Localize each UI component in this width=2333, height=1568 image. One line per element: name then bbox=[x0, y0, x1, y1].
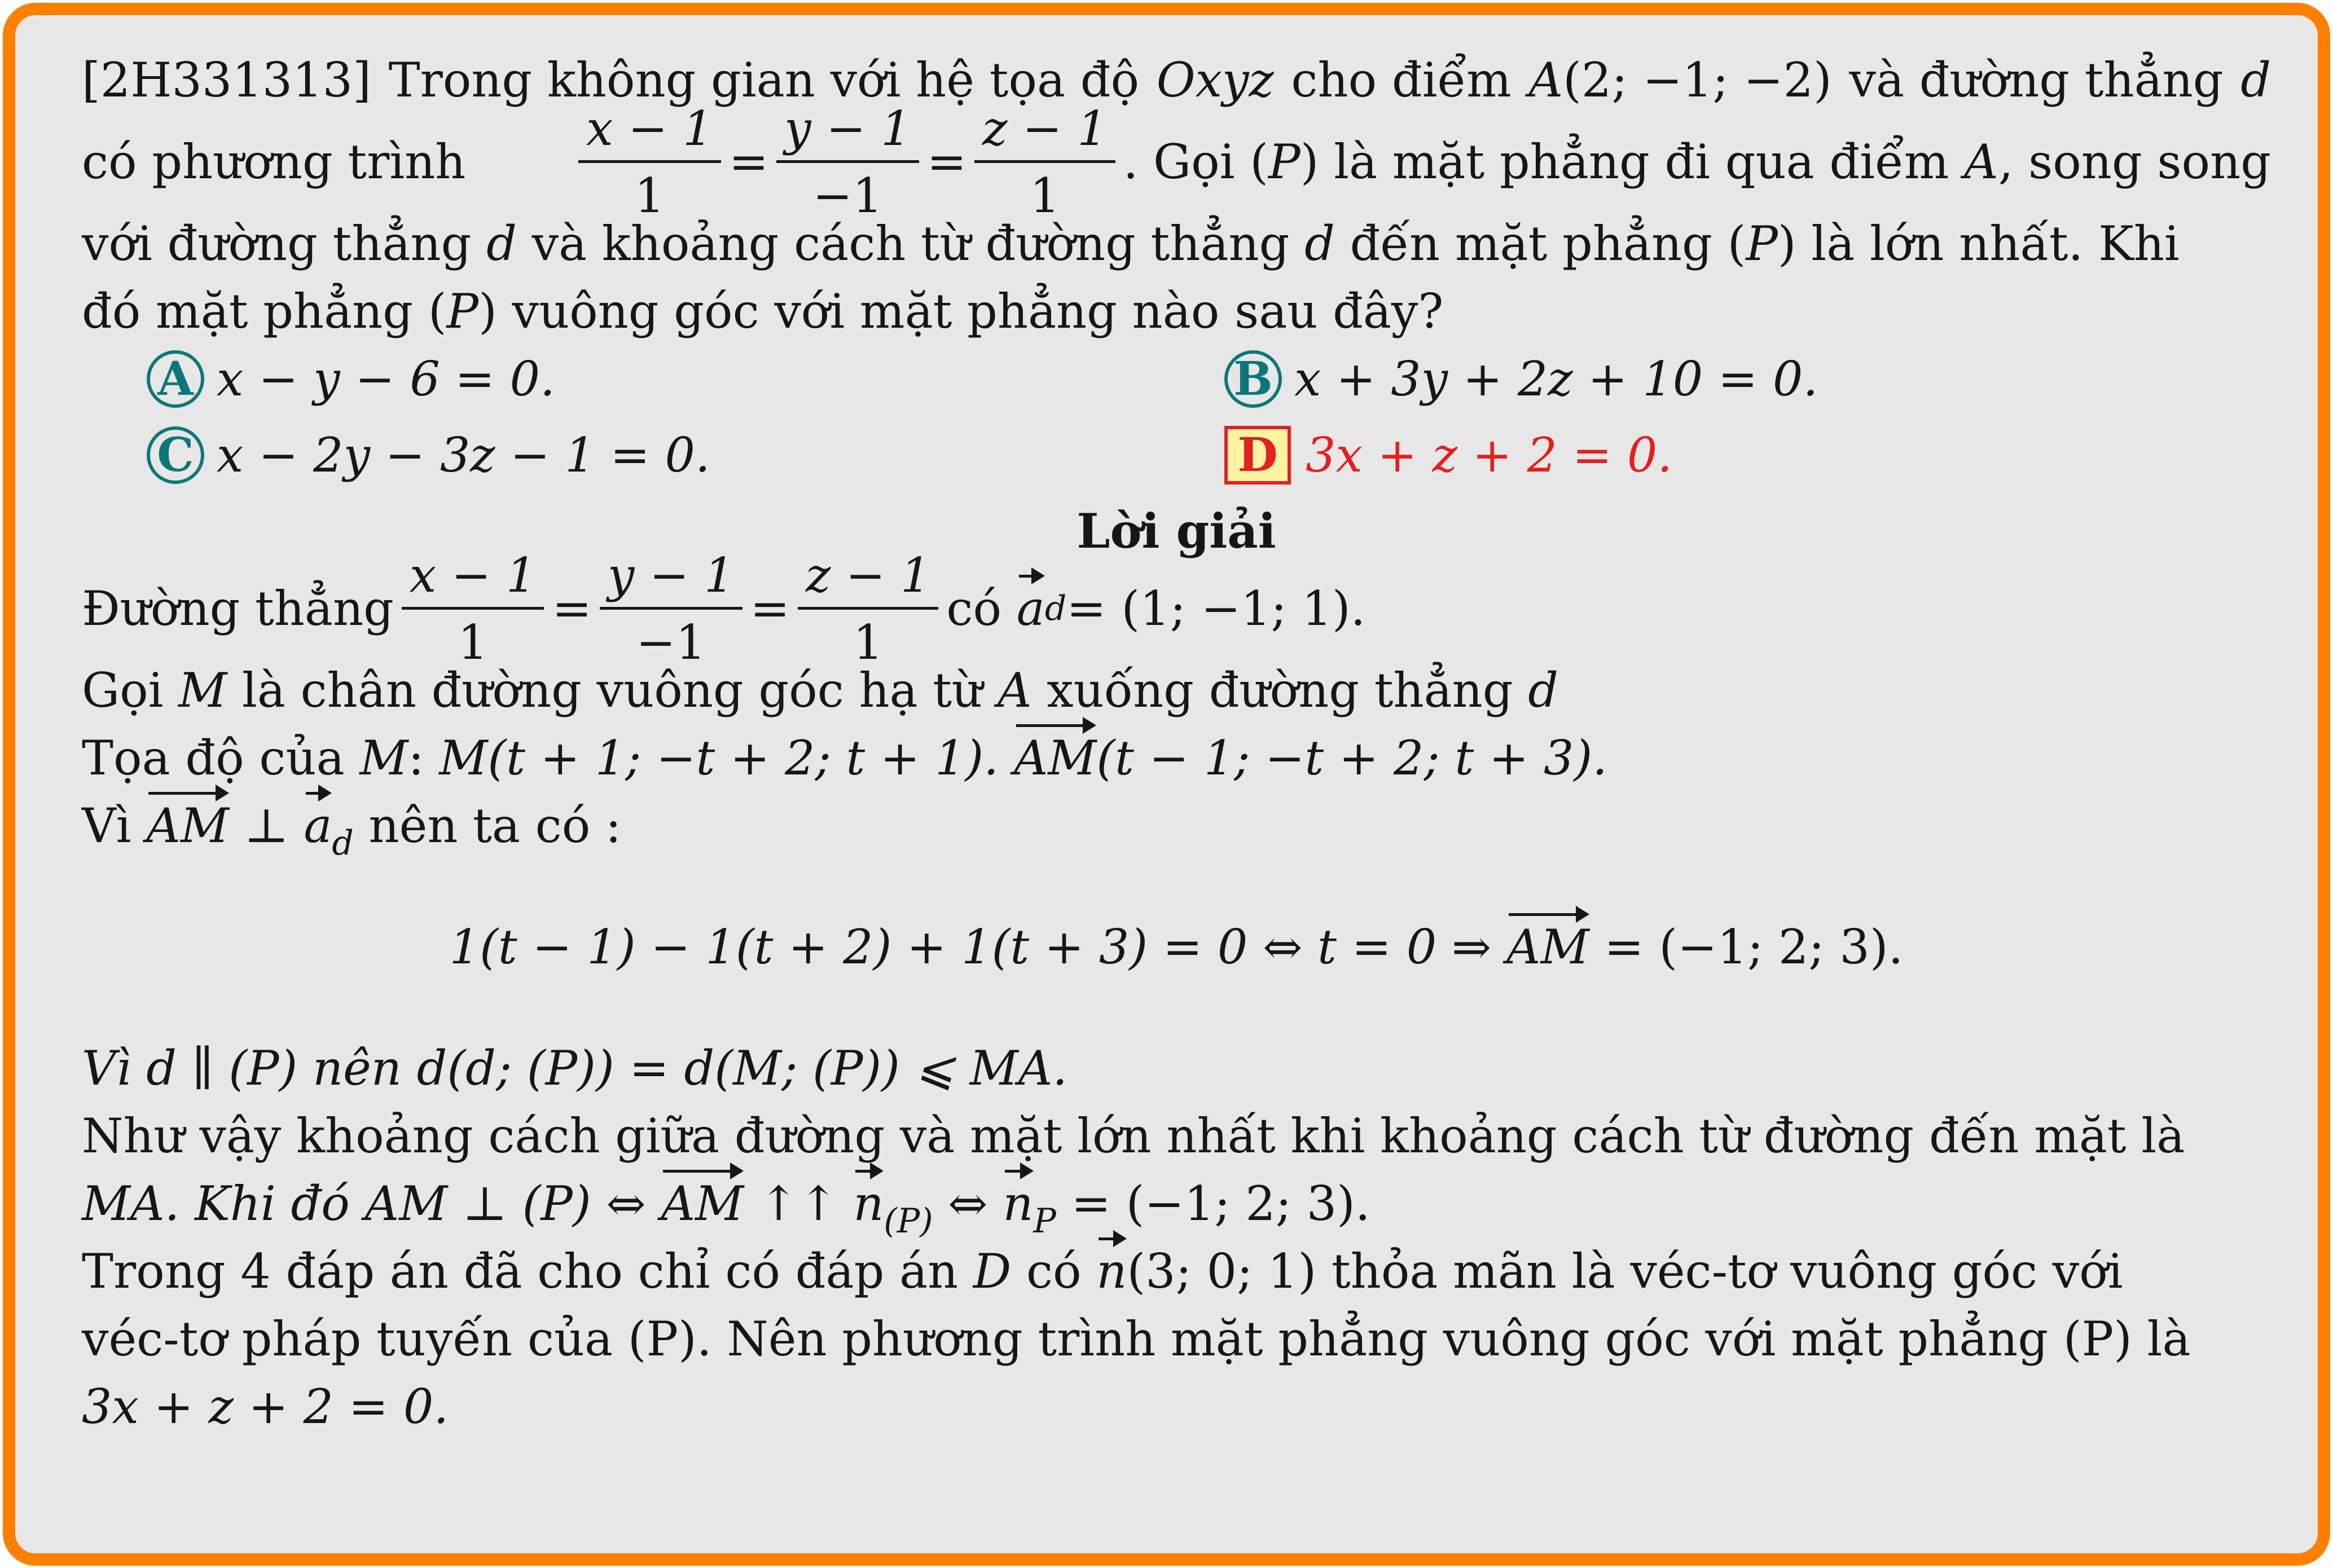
solution-line-1: Đường thẳng $\frac{x - 1}{1}$ = $\frac{y - 1}{-1}$ = $\frac{z - 1}{1}$ có a d = (1; −1; 1). bbox=[82, 547, 1366, 670]
solution-line-10: 3x + z + 2 = 0. bbox=[82, 1379, 449, 1434]
display-equation: 1(t − 1) − 1(t + 2) + 1(t + 3) = 0 ⇔ t = 0 ⇒ AM = (−1; 2; 3). bbox=[82, 913, 2271, 981]
solution-line-4: Vì AM ⊥ $a_d$ nên ta có : bbox=[82, 792, 2271, 860]
option-c[interactable] bbox=[147, 421, 710, 489]
question-line-4: đó mặt phẳng (P) vuông góc với mặt phẳng nào sau đây? bbox=[82, 284, 1444, 339]
fraction-z: $\frac{z - 1}{1}$ bbox=[974, 105, 1115, 219]
problem-card bbox=[3, 3, 2330, 1566]
solution-line-5: Vì d ∥ (P) nên d(d; (P)) = d(M; (P)) ⩽ MA. bbox=[82, 1041, 1068, 1096]
question-line-3: với đường thẳng d và khoảng cách từ đường thẳng d đến mặt phẳng (P) là lớn nhất. Khi bbox=[82, 216, 2180, 271]
option-c-marker: C bbox=[147, 426, 204, 484]
fraction-y: $\frac{y - 1}{-1}$ bbox=[776, 105, 919, 219]
solution-line-3: Tọa độ của M: M(t + 1; −t + 2; t + 1). AM(t − 1; −t + 2; t + 3). bbox=[82, 724, 2271, 792]
solution-line-8: Trong 4 đáp án đã cho chỉ có đáp án D có n(3; 0; 1) thỏa mãn là véc-tơ vuông góc với bbox=[82, 1237, 2271, 1305]
option-d-marker: D bbox=[1224, 426, 1291, 485]
option-a-text: x − y − 6 = 0. bbox=[217, 351, 555, 407]
option-c-text: x − 2y − 3z − 1 = 0. bbox=[217, 428, 710, 483]
option-a-marker: A bbox=[147, 350, 204, 408]
option-b-marker: B bbox=[1224, 350, 1282, 408]
solution-line-6: Như vậy khoảng cách giữa đường và mặt lớn nhất khi khoảng cách từ đường đến mặt là bbox=[82, 1108, 2185, 1164]
solution-line-9: véc-tơ pháp tuyến của (P). Nên phương trình mặt phẳng vuông góc với mặt phẳng (P) là bbox=[82, 1311, 2191, 1367]
option-b[interactable] bbox=[1224, 345, 1818, 413]
problem-code: [2H331313] bbox=[82, 52, 371, 108]
solution-title: Lời giải bbox=[1077, 503, 1276, 559]
problem-content bbox=[82, 46, 2271, 1441]
solution-line-7: MA. Khi đó AM ⊥ (P) ⇔ AM ↑↑ $n_{(P)}$ ⇔ $n_P = (-1$; 2; 3). bbox=[82, 1170, 2271, 1237]
option-d[interactable] bbox=[1224, 421, 1672, 489]
option-a[interactable] bbox=[147, 345, 555, 413]
options-row-1 bbox=[82, 345, 2271, 421]
question-line-1: [2H331313] Trong không gian với hệ tọa độ Oxyz cho điểm A(2; −1; −2) và đường thẳng d bbox=[82, 46, 2271, 114]
fraction-x: $\frac{x - 1}{1}$ bbox=[578, 105, 721, 219]
question-line-2: có phương trình $\frac{x - 1}{1}$ = $\frac{y - 1}{-1}$ = $\frac{z - 1}{1}$ . Gọi (P) là mặt phẳng đi qua điểm A, song song bbox=[82, 100, 2271, 223]
option-b-text: x + 3y + 2z + 10 = 0. bbox=[1294, 351, 1818, 407]
direction-vector: a bbox=[1017, 575, 1045, 642]
solution-line-2: Gọi M là chân đường vuông góc hạ từ A xuống đường thẳng d bbox=[82, 663, 1559, 718]
options-row-2 bbox=[82, 421, 2271, 497]
option-d-text: 3x + z + 2 = 0. bbox=[1306, 428, 1673, 483]
